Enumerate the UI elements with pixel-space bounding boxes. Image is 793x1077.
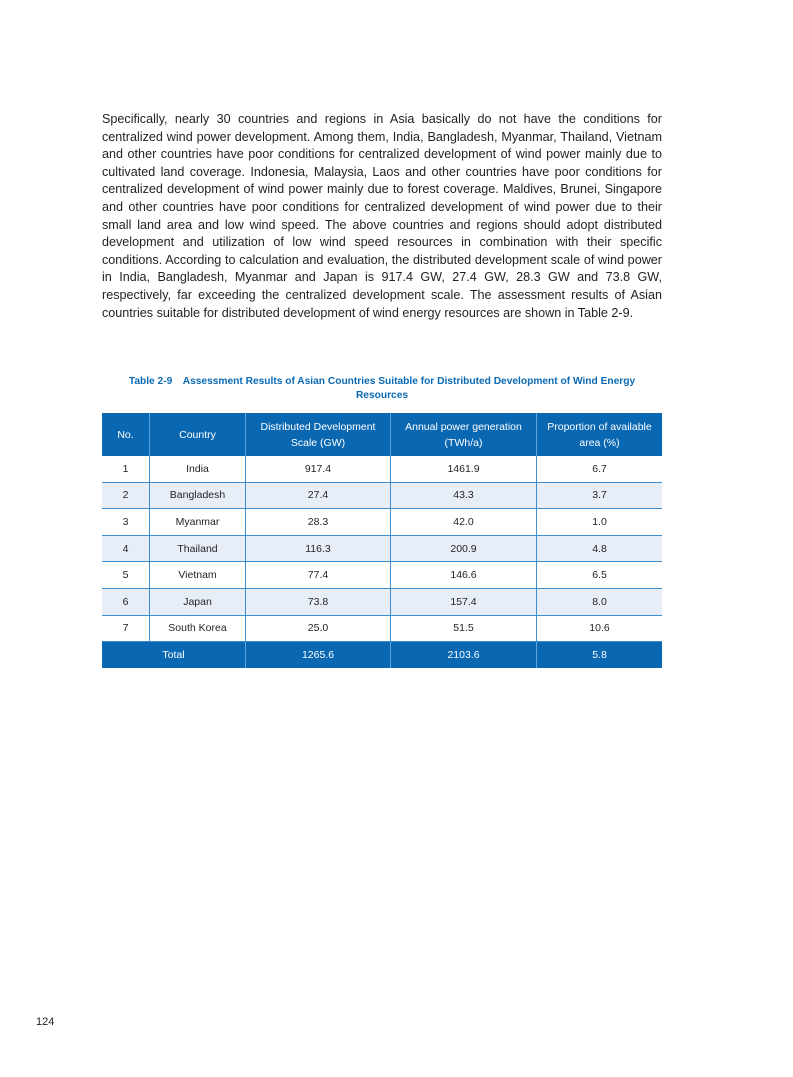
table-row	[102, 509, 662, 536]
header-generation: Annual power generation (TWh/a)	[391, 413, 537, 456]
cell-country: Myanmar	[150, 509, 246, 536]
cell-generation: 200.9	[391, 535, 537, 562]
cell-proportion: 3.7	[537, 482, 663, 509]
total-scale: 1265.6	[246, 642, 391, 668]
table-row	[102, 562, 662, 589]
cell-scale: 27.4	[246, 482, 391, 509]
total-generation: 2103.6	[391, 642, 537, 668]
table-total-row	[102, 642, 662, 668]
total-label: Total	[102, 642, 246, 668]
cell-scale: 917.4	[246, 456, 391, 482]
table-row	[102, 482, 662, 509]
cell-generation: 1461.9	[391, 456, 537, 482]
cell-proportion: 8.0	[537, 588, 663, 615]
cell-country: Vietnam	[150, 562, 246, 589]
cell-proportion: 6.7	[537, 456, 663, 482]
table-row	[102, 456, 662, 482]
cell-country: South Korea	[150, 615, 246, 642]
cell-proportion: 4.8	[537, 535, 663, 562]
cell-country: Japan	[150, 588, 246, 615]
cell-generation: 43.3	[391, 482, 537, 509]
cell-generation: 157.4	[391, 588, 537, 615]
header-country: Country	[150, 413, 246, 456]
cell-scale: 116.3	[246, 535, 391, 562]
table-header-row	[102, 413, 662, 456]
cell-no: 7	[102, 615, 150, 642]
table-caption	[102, 375, 662, 403]
cell-no: 2	[102, 482, 150, 509]
cell-no: 3	[102, 509, 150, 536]
header-no: No.	[102, 413, 150, 456]
cell-generation: 51.5	[391, 615, 537, 642]
assessment-table	[102, 413, 662, 668]
body-paragraph: Specifically, nearly 30 countries and regions in Asia basically do not have the conditions for centralized wind power development. Among them, India, Bangladesh, Myanmar, Thailand, Vietnam and other countries have poor conditions for centralized development of wind power mainly due to cultivated land coverage. Indonesia, Malaysia, Laos and other countries have poor conditions for centralized development of wind power mainly due to forest coverage. Maldives, Brunei, Singapore and other countries have poor conditions for centralized development of wind power due to their small land area and low wind speed. The above countries and regions should adopt distributed development and utilization of low wind speed resources in combination with their specific conditions. According to calculation and evaluation, the distributed development scale of wind power in India, Bangladesh, Myanmar and Japan is 917.4 GW, 27.4 GW, 28.3 GW and 73.8 GW, respectively, far exceeding the centralized development scale. The assessment results of Asian countries suitable for distributed development of wind energy resources are shown in Table 2-9.	[102, 112, 662, 320]
cell-scale: 28.3	[246, 509, 391, 536]
cell-no: 1	[102, 456, 150, 482]
cell-no: 4	[102, 535, 150, 562]
cell-proportion: 6.5	[537, 562, 663, 589]
cell-no: 5	[102, 562, 150, 589]
table-row	[102, 615, 662, 642]
table-row	[102, 588, 662, 615]
cell-generation: 42.0	[391, 509, 537, 536]
header-scale: Distributed Development Scale (GW)	[246, 413, 391, 456]
cell-no: 6	[102, 588, 150, 615]
cell-proportion: 1.0	[537, 509, 663, 536]
cell-proportion: 10.6	[537, 615, 663, 642]
cell-country: India	[150, 456, 246, 482]
cell-scale: 77.4	[246, 562, 391, 589]
cell-scale: 25.0	[246, 615, 391, 642]
cell-generation: 146.6	[391, 562, 537, 589]
cell-scale: 73.8	[246, 588, 391, 615]
table-caption-title: Assessment Results of Asian Countries Suitable for Distributed Development of Wind Energy Resources	[182, 376, 636, 401]
page-number: 124	[36, 1016, 55, 1028]
header-proportion: Proportion of available area (%)	[537, 413, 663, 456]
table-caption-number: Table 2-9	[128, 376, 173, 387]
cell-country: Thailand	[150, 535, 246, 562]
table-row	[102, 535, 662, 562]
total-proportion: 5.8	[537, 642, 663, 668]
cell-country: Bangladesh	[150, 482, 246, 509]
